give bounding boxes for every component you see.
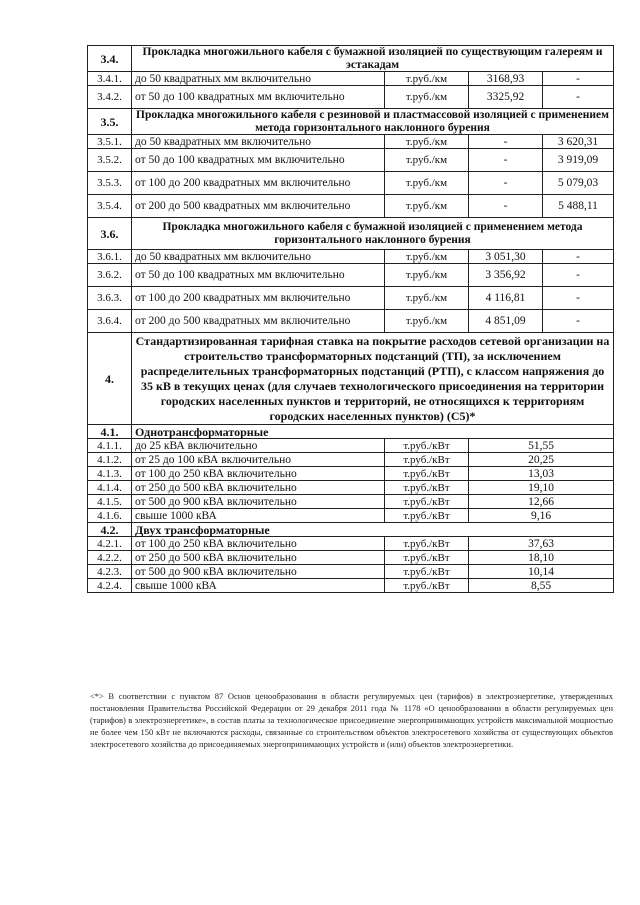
row-unit: т.руб./кВт xyxy=(385,481,469,495)
table-row xyxy=(88,509,614,523)
row-value-2: - xyxy=(543,86,614,109)
row-unit: т.руб./кВт xyxy=(385,537,469,551)
row-number: 3.5.4. xyxy=(88,195,132,218)
row-value: 20,25 xyxy=(469,453,614,467)
row-number: 3.5.3. xyxy=(88,172,132,195)
row-value-2: - xyxy=(543,287,614,310)
row-unit: т.руб./км xyxy=(385,172,469,195)
row-number: 4.2.1. xyxy=(88,537,132,551)
row-unit: т.руб./км xyxy=(385,86,469,109)
row-value-2: 5 488,11 xyxy=(543,195,614,218)
row-value-2: 3 919,09 xyxy=(543,149,614,172)
group-title: Однотрансформаторные xyxy=(132,425,614,439)
row-description: от 100 до 250 кВА включительно xyxy=(132,467,385,481)
row-unit: т.руб./км xyxy=(385,250,469,264)
group-number: 4.1. xyxy=(88,425,132,439)
row-number: 3.4.1. xyxy=(88,72,132,86)
row-description: от 50 до 100 квадратных мм включительно xyxy=(132,86,385,109)
row-description: от 100 до 200 квадратных мм включительно xyxy=(132,287,385,310)
row-unit: т.руб./км xyxy=(385,264,469,287)
row-description: свыше 1000 кВА xyxy=(132,509,385,523)
row-description: до 50 квадратных мм включительно xyxy=(132,72,385,86)
row-description: до 25 кВА включительно xyxy=(132,439,385,453)
section-header-row xyxy=(88,333,614,425)
row-number: 3.6.1. xyxy=(88,250,132,264)
footnote: <*> В соответствии с пунктом 87 Основ ценообразования в области регулируемых цен (тарифов) в электроэнергетике, утвержденных постановления Правительства Российской Федерации от 29 декабря 2011 года № 1178 «О ценообразовании в области регулируемых цен (тарифов) в электроэнергетике», в состав платы за технологическое присоединение энергопринимающих устройств максимальной мощностью не более чем 150 кВт не включаются расходы, связанные со строительством объектов электросетевого хозяйства от существующих объектов электросетевого хозяйства до присоединяемых энергопринимающих устройств и (или) объектов электроэнергетики. xyxy=(90,691,613,749)
row-value: 37,63 xyxy=(469,537,614,551)
row-value-2: - xyxy=(543,250,614,264)
table-row xyxy=(88,250,614,264)
row-number: 4.1.3. xyxy=(88,467,132,481)
section-title: Прокладка многожильного кабеля с резиновой и пластмассовой изоляцией с применением метода горизонтального наклонного бурения xyxy=(132,109,614,135)
row-description: от 200 до 500 квадратных мм включительно xyxy=(132,310,385,333)
row-description: от 100 до 200 квадратных мм включительно xyxy=(132,172,385,195)
section-number: 3.5. xyxy=(88,109,132,135)
row-description: до 50 квадратных мм включительно xyxy=(132,135,385,149)
row-number: 3.6.2. xyxy=(88,264,132,287)
row-number: 4.1.4. xyxy=(88,481,132,495)
row-unit: т.руб./кВт xyxy=(385,551,469,565)
section-header-row xyxy=(88,46,614,72)
row-number: 4.1.2. xyxy=(88,453,132,467)
table-row xyxy=(88,172,614,195)
row-value-1: 3 051,30 xyxy=(469,250,543,264)
group-number: 4.2. xyxy=(88,523,132,537)
row-value: 19,10 xyxy=(469,481,614,495)
row-value: 18,10 xyxy=(469,551,614,565)
row-value: 9,16 xyxy=(469,509,614,523)
section-number: 3.4. xyxy=(88,46,132,72)
group-header-row xyxy=(88,425,614,439)
row-unit: т.руб./кВт xyxy=(385,509,469,523)
table-row xyxy=(88,72,614,86)
row-description: свыше 1000 кВА xyxy=(132,579,385,593)
row-value: 8,55 xyxy=(469,579,614,593)
row-unit: т.руб./кВт xyxy=(385,495,469,509)
row-value-1: - xyxy=(469,149,543,172)
row-number: 3.4.2. xyxy=(88,86,132,109)
section-title: Прокладка многожильного кабеля с бумажной изоляцией с применением метода горизонтального наклонного бурения xyxy=(132,218,614,250)
row-value-2: - xyxy=(543,72,614,86)
row-value-2: - xyxy=(543,264,614,287)
row-unit: т.руб./км xyxy=(385,195,469,218)
row-number: 4.1.5. xyxy=(88,495,132,509)
tariff-table xyxy=(87,45,614,593)
row-unit: т.руб./км xyxy=(385,310,469,333)
row-description: от 100 до 250 кВА включительно xyxy=(132,537,385,551)
table-row xyxy=(88,565,614,579)
row-value-1: - xyxy=(469,195,543,218)
section-header-row xyxy=(88,109,614,135)
row-description: от 250 до 500 кВА включительно xyxy=(132,551,385,565)
row-unit: т.руб./км xyxy=(385,135,469,149)
row-value: 12,66 xyxy=(469,495,614,509)
row-description: от 25 до 100 кВА включительно xyxy=(132,453,385,467)
row-description: от 50 до 100 квадратных мм включительно xyxy=(132,149,385,172)
row-number: 4.2.2. xyxy=(88,551,132,565)
row-number: 3.6.3. xyxy=(88,287,132,310)
section-number: 3.6. xyxy=(88,218,132,250)
row-unit: т.руб./кВт xyxy=(385,579,469,593)
tariff-sheet xyxy=(87,45,613,593)
row-unit: т.руб./кВт xyxy=(385,467,469,481)
table-row xyxy=(88,195,614,218)
row-value: 13,03 xyxy=(469,467,614,481)
row-value-1: 3 356,92 xyxy=(469,264,543,287)
table-row xyxy=(88,86,614,109)
table-row xyxy=(88,135,614,149)
section-header-row xyxy=(88,218,614,250)
table-row xyxy=(88,310,614,333)
row-unit: т.руб./км xyxy=(385,72,469,86)
section-title: Стандартизированная тарифная ставка на покрытие расходов сетевой организации на строительство трансформаторных подстанций (ТП), за исключением распределительных трансформаторных подстанций (РТП), с классом напряжения до 35 кВ в текущих ценах (для случаев технологического присоединения на территории городских населенных пунктов и территорий, не относящихся к территориям городских населенных пунктов) (С5)* xyxy=(132,333,614,425)
row-value-1: 4 851,09 xyxy=(469,310,543,333)
row-value: 51,55 xyxy=(469,439,614,453)
row-number: 4.2.4. xyxy=(88,579,132,593)
row-value-1: 3325,92 xyxy=(469,86,543,109)
row-number: 4.1.6. xyxy=(88,509,132,523)
row-value-2: 5 079,03 xyxy=(543,172,614,195)
row-number: 3.6.4. xyxy=(88,310,132,333)
table-row xyxy=(88,537,614,551)
row-value-1: - xyxy=(469,172,543,195)
table-row xyxy=(88,579,614,593)
row-value: 10,14 xyxy=(469,565,614,579)
row-value-2: 3 620,31 xyxy=(543,135,614,149)
table-row xyxy=(88,551,614,565)
table-row xyxy=(88,287,614,310)
row-description: от 200 до 500 квадратных мм включительно xyxy=(132,195,385,218)
group-header-row xyxy=(88,523,614,537)
table-row xyxy=(88,264,614,287)
row-description: от 250 до 500 кВА включительно xyxy=(132,481,385,495)
row-number: 4.2.3. xyxy=(88,565,132,579)
table-row xyxy=(88,467,614,481)
row-unit: т.руб./км xyxy=(385,149,469,172)
row-description: до 50 квадратных мм включительно xyxy=(132,250,385,264)
row-unit: т.руб./кВт xyxy=(385,565,469,579)
row-number: 3.5.1. xyxy=(88,135,132,149)
table-row xyxy=(88,495,614,509)
row-description: от 500 до 900 кВА включительно xyxy=(132,495,385,509)
row-value-2: - xyxy=(543,310,614,333)
row-value-1: - xyxy=(469,135,543,149)
row-number: 3.5.2. xyxy=(88,149,132,172)
section-title: Прокладка многожильного кабеля с бумажной изоляцией по существующим галереям и эстакадам xyxy=(132,46,614,72)
group-title: Двух трансформаторные xyxy=(132,523,614,537)
row-description: от 500 до 900 кВА включительно xyxy=(132,565,385,579)
table-row xyxy=(88,149,614,172)
row-unit: т.руб./км xyxy=(385,287,469,310)
table-row xyxy=(88,439,614,453)
row-unit: т.руб./кВт xyxy=(385,439,469,453)
row-number: 4.1.1. xyxy=(88,439,132,453)
row-unit: т.руб./кВт xyxy=(385,453,469,467)
row-description: от 50 до 100 квадратных мм включительно xyxy=(132,264,385,287)
row-value-1: 3168,93 xyxy=(469,72,543,86)
row-value-1: 4 116,81 xyxy=(469,287,543,310)
section-number: 4. xyxy=(88,333,132,425)
table-row xyxy=(88,481,614,495)
table-row xyxy=(88,453,614,467)
